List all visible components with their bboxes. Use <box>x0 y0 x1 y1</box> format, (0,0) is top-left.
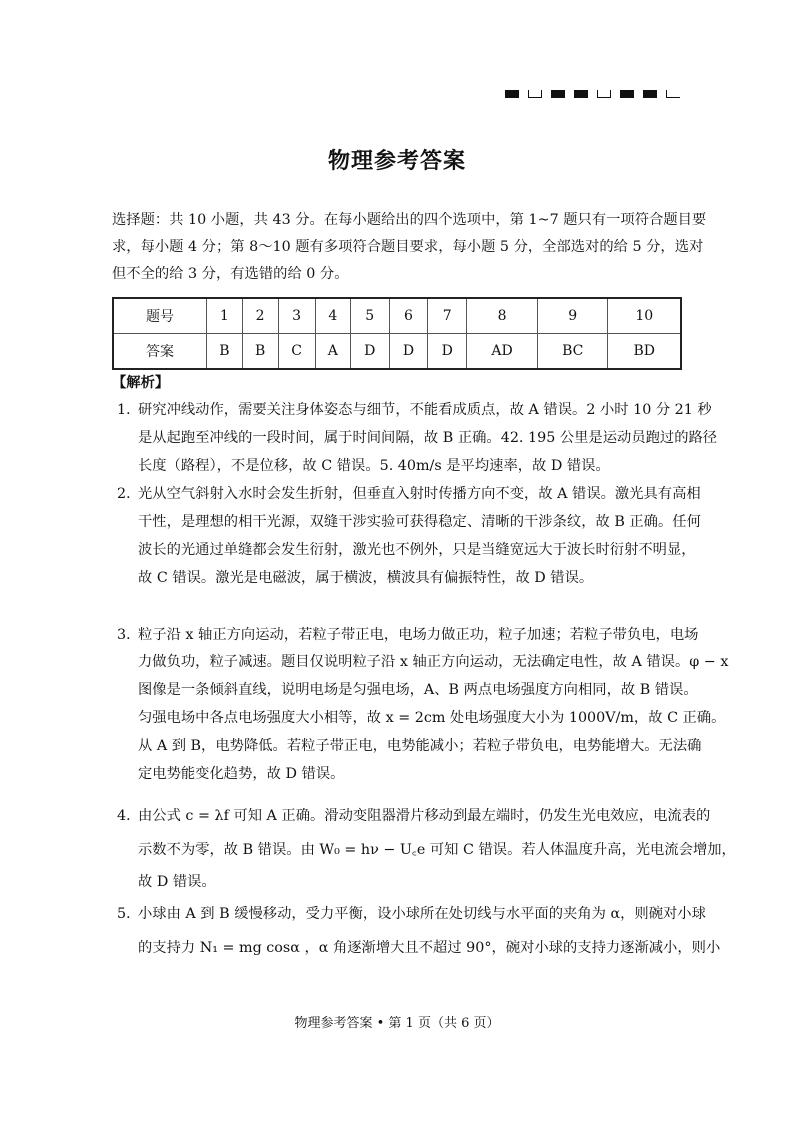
question-number: 9 <box>537 298 608 334</box>
item-line: 研究冲线动作，需要关注身体姿态与细节，不能看成质点，故 A 错误。2 小时 10 分 21 秒 <box>138 402 712 418</box>
header-marks <box>505 90 680 98</box>
item-line: 波长的光通过单缝都会发生衍射，激光也不例外，只是当缝宽远大于波长时衍射不明显， <box>138 542 696 558</box>
question-number: 1 <box>206 298 242 334</box>
intro-line: 选择题：共 10 小题，共 43 分。在每小题给出的四个选项中，第 1~7 题只有一项符合题目要 <box>112 212 707 228</box>
item-line: 由公式 c = λf 可知 A 正确。滑动变阻器滑片移动到最左端时，仍发生光电效应，电流表的 <box>138 808 711 824</box>
question-number: 2 <box>242 298 278 334</box>
row-label: 题号 <box>113 298 206 334</box>
question-number: 4 <box>315 298 350 334</box>
answer-cell: B <box>242 334 278 370</box>
item-line: 的支持力 N₁ = mg cosα ，α 角逐渐增大且不超过 90°，碗对小球的支持力逐渐减小，则小 <box>138 940 721 956</box>
analysis-heading: 【解析】 <box>112 375 170 391</box>
filled-mark <box>551 90 565 98</box>
item-line: 故 D 错误。 <box>138 874 216 890</box>
answer-cell: D <box>350 334 389 370</box>
row-label: 答案 <box>113 334 206 370</box>
item-line: 干性，是理想的相干光源，双缝干涉实验可获得稳定、清晰的干涉条纹，故 B 正确。任何 <box>138 514 701 530</box>
answer-cell: BC <box>537 334 608 370</box>
intro-line: 但不全的给 3 分，有选错的给 0 分。 <box>112 266 349 282</box>
answer-cell: B <box>206 334 242 370</box>
answer-cell: A <box>315 334 350 370</box>
answer-cell: D <box>428 334 467 370</box>
empty-mark <box>528 90 542 98</box>
item-line: 示数不为零，故 B 错误。由 W₀ = hν − U꜀e 可知 C 错误。若人体温度升高，光电流会增加， <box>138 842 736 858</box>
item-line: 定电势能变化趋势，故 D 错误。 <box>138 766 345 782</box>
filled-mark <box>620 90 634 98</box>
answer-cell: BD <box>608 334 681 370</box>
item-line: 是从起跑至冲线的一段时间，属于时间间隔，故 B 正确。42. 195 公里是运动员跑过的路径 <box>138 430 718 446</box>
question-number: 3 <box>278 298 315 334</box>
item-number: 5． <box>117 906 141 922</box>
item-line: 光从空气斜射入水时会发生折射，但垂直入射时传播方向不变，故 A 错误。激光具有高相 <box>138 486 701 502</box>
item-line: 从 A 到 B，电势降低。若粒子带正电，电势能减小；若粒子带负电，电势能增大。无法确 <box>138 738 702 754</box>
item-number: 4． <box>117 808 141 824</box>
question-number: 6 <box>389 298 428 334</box>
item-line: 长度（路程），不是位移，故 C 错误。5. 40m/s 是平均速率，故 D 错误。 <box>138 458 610 474</box>
page-title: 物理参考答案 <box>327 148 466 174</box>
question-number: 8 <box>467 298 538 334</box>
question-number: 5 <box>350 298 389 334</box>
item-line: 小球由 A 到 B 缓慢移动，受力平衡，设小球所在处切线与水平面的夹角为 α，则碗对小球 <box>138 906 706 922</box>
item-line: 力做负功，粒子减速。题目仅说明粒子沿 x 轴正方向运动，无法确定电性，故 A 错误。φ − x <box>138 654 729 670</box>
item-number: 3． <box>117 627 141 643</box>
answer-cell: AD <box>467 334 538 370</box>
filled-mark <box>643 90 657 98</box>
item-line: 粒子沿 x 轴正方向运动，若粒子带正电，电场力做正功，粒子加速；若粒子带负电，电场 <box>138 627 699 643</box>
empty-mark <box>597 90 611 98</box>
corner-mark <box>666 90 680 98</box>
answer-table <box>112 297 682 370</box>
page-footer: 物理参考答案 • 第 1 页（共 6 页） <box>294 1016 500 1031</box>
table-row <box>113 334 681 370</box>
filled-mark <box>574 90 588 98</box>
question-number: 7 <box>428 298 467 334</box>
filled-mark <box>505 90 519 98</box>
answer-cell: D <box>389 334 428 370</box>
item-number: 1． <box>117 402 141 418</box>
answer-cell: C <box>278 334 315 370</box>
table-row <box>113 298 681 334</box>
question-number: 10 <box>608 298 681 334</box>
intro-line: 求，每小题 4 分；第 8～10 题有多项符合题目要求，每小题 5 分，全部选对的给 5 分，选对 <box>112 239 704 255</box>
item-line: 图像是一条倾斜直线，说明电场是匀强电场，A、B 两点电场强度方向相同，故 B 错误。 <box>138 682 698 698</box>
item-line: 故 C 错误。激光是电磁波，属于横波，横波具有偏振特性，故 D 错误。 <box>138 570 594 586</box>
item-line: 匀强电场中各点电场强度大小相等，故 x = 2cm 处电场强度大小为 1000V/m，故 C 正确。 <box>138 710 726 726</box>
item-number: 2． <box>117 486 141 502</box>
